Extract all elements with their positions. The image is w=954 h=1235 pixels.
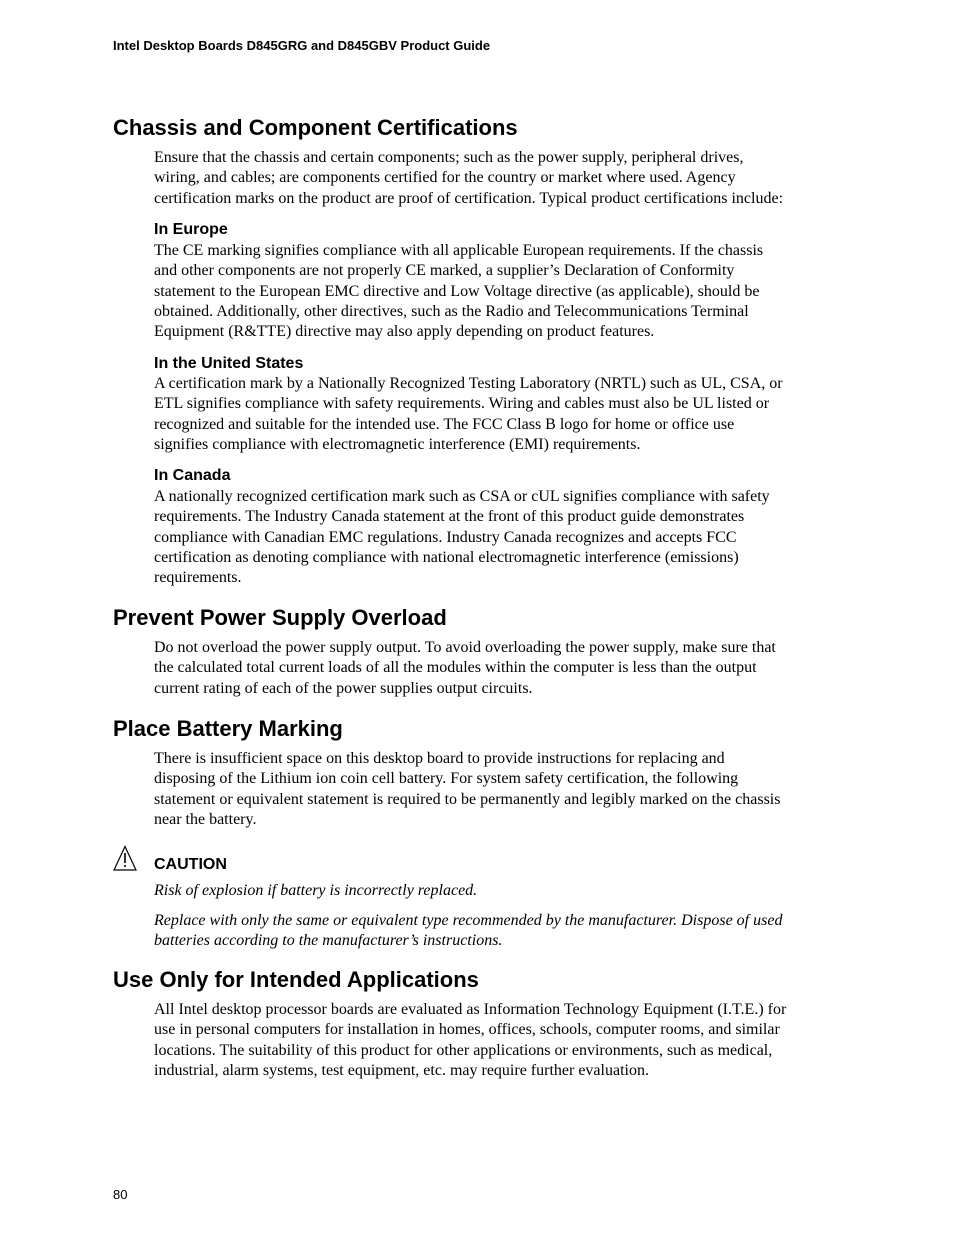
page-number: 80 [113,1187,128,1202]
heading-chassis-certifications: Chassis and Component Certifications [113,115,518,140]
text-line: There is insufficient space on this desktop board to provide instructions for replacing and [154,750,725,767]
text-line: current rating of each of the power supplies output circuits. [154,679,533,697]
paragraph-intended-applications [154,1000,844,1081]
text-line: requirements. [154,569,242,587]
heading-intended-applications: Use Only for Intended Applications [113,967,479,992]
text-line: The CE marking signifies compliance with all applicable European requirements. If the chassis [154,242,764,259]
heading-battery-marking: Place Battery Marking [113,716,343,741]
text-line: obtained. Additionally, other directives, such as the Radio and Telecommunications Terminal [154,302,749,320]
text-line: batteries according to the manufacturer’s instructions. [154,932,503,950]
subheading-in-united-states: In the United States [154,355,304,372]
text-line: near the battery. [154,810,257,828]
text-line: Do not overload the power supply output. To avoid overloading the power supply, make sure that [154,639,776,656]
text-line: Risk of explosion if battery is incorrectly replaced. [154,882,478,899]
text-line: wiring, and cables; are components certified for the country or market where used. Agency [154,169,736,187]
text-line: All Intel desktop processor boards are evaluated as Information Technology Equipment (I.T.E.) for [154,1001,787,1018]
subheading-in-europe: In Europe [154,221,228,238]
text-line: recognized and suitable for the intended use. The FCC Class B logo for home or office use [154,415,735,433]
text-line: Replace with only the same or equivalent type recommended by the manufacturer. Dispose of used [154,912,783,929]
text-line: disposing of the Lithium ion coin cell battery. For system safety certification, the following [154,770,739,788]
paragraph-united-states [154,374,844,455]
text-line: and other components are not properly CE marked, a supplier’s Declaration of Conformity [154,262,735,280]
running-head: Intel Desktop Boards D845GRG and D845GBV Product Guide [113,38,491,53]
paragraph-power-supply-overload [154,638,844,699]
text-line: requirements. The Industry Canada statement at the front of this product guide demonstrates [154,508,745,526]
subheading-in-canada: In Canada [154,467,231,484]
text-line: Ensure that the chassis and certain components; such as the power supply, peripheral drives, [154,149,744,166]
text-line: locations. The suitability of this product for other applications or environments, such as medical, [154,1041,773,1059]
warning-triangle-icon [113,845,137,871]
text-line: Equipment (R&TTE) directive may also apply depending on product features. [154,323,655,341]
heading-power-supply-overload: Prevent Power Supply Overload [113,605,447,630]
text-line: the calculated total current loads of all the modules within the computer is less than the output [154,659,757,677]
text-line: certification as denoting compliance with national electromagnetic interference (emissions) [154,548,739,566]
paragraph-chassis-intro [154,148,844,209]
text-line: use in personal computers for installation in homes, offices, schools, computer rooms, and similar [154,1021,780,1039]
text-line: industrial, alarm systems, test equipment, etc. may require further evaluation. [154,1061,649,1079]
paragraph-canada [154,487,844,588]
caution-text-replace [154,911,844,952]
text-line: certification marks on the product are proof of certification. Typical product certifications include: [154,189,784,207]
text-line: A nationally recognized certification mark such as CSA or cUL signifies compliance with safety [154,488,770,505]
text-line: statement or equivalent statement is required to be permanently and legibly marked on the chassis [154,790,781,808]
paragraph-europe [154,241,844,342]
caution-text-risk [154,881,844,901]
text-line: statement to the European EMC directive and Low Voltage directive (as applicable), should be [154,282,760,300]
text-line: A certification mark by a Nationally Recognized Testing Laboratory (NRTL) such as UL, CSA, or [154,375,783,392]
paragraph-battery-marking [154,749,844,830]
caution-label: CAUTION [154,856,227,873]
text-line: signifies compliance with electromagnetic interference (EMI) requirements. [154,435,641,453]
text-line: compliance with Canadian EMC regulations. Industry Canada recognizes and accepts FCC [154,528,737,546]
text-line: ETL signifies compliance with safety requirements. Wiring and cables must also be UL listed or [154,395,770,413]
